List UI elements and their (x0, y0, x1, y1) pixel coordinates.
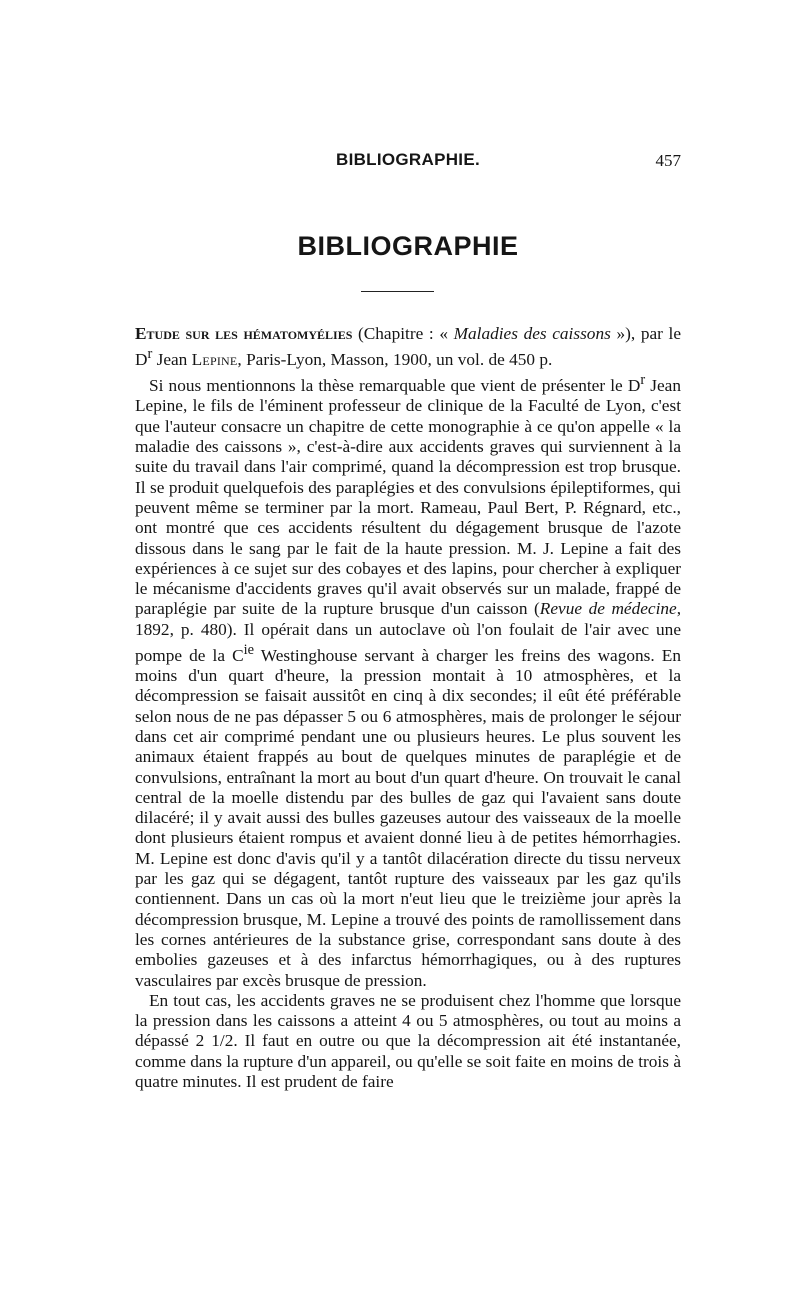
running-head (135, 150, 681, 174)
paragraph-1 (135, 370, 681, 990)
body-text (135, 324, 681, 1092)
running-head-title: BIBLIOGRAPHIE. (336, 150, 480, 169)
entry-author-first: Jean (152, 350, 192, 370)
journal-title: Revue de médecine (539, 599, 677, 619)
paragraph-1-part-3: , 1892, p. 480). Il opérait dans un autoclave où l'on foulait de l'air avec une pompe de la C (135, 599, 682, 665)
entry-chapter-open: (Chapitre : « (352, 324, 454, 343)
entry-title: Etude sur les hématomyélies (135, 324, 353, 343)
paragraph-1-sup-2: ie (243, 641, 255, 658)
paragraph-1-sup-1: r (640, 372, 646, 389)
title-divider (361, 291, 434, 292)
paragraph-1-part-1: Si nous mentionnons la thèse remarquable que vient de présenter le D (149, 376, 641, 396)
paragraph-2: En tout cas, les accidents graves ne se produisent chez l'homme que lorsque la pression dans les caissons a atteint 4 ou 5 atmosphères, ou tout au moins a dépassé 2 1/2. Il faut en outre ou que la décompression ait été instantanée, comme dans la rupture d'un appareil, ou qu'elle se soit faite en moins de trois à quatre minutes. Il est prudent de faire (135, 990, 681, 1091)
paragraph-1-part-2: Jean Lepine, le fils de l'éminent professeur de clinique de la Faculté de Lyon, c'est que l'auteur consacre un chapitre de cette monographie à ce qu'on appelle « la maladie des caissons », c'est-à-dire aux accidents graves qui surviennent à la suite du travail dans l'air comprimé, quand la décompression est trop brusque. Il se produit quelquefois des paraplégies et des convulsions épileptiformes, qui peuvent même se terminer par la mort. Rameau, Paul Bert, P. Régnard, etc., ont montré que ces accidents résultent du dégagement brusque de l'azote dissous dans le sang par le fait de la haute pression. M. J. Lepine a fait des expériences à ce sujet sur des cobayes et des lapins, pour chercher à expliquer le mécanisme d'accidents graves qu'il avait observés sur un malade, frappé de paraplégie par suite de la rupture brusque d'un caisson ( (135, 376, 681, 619)
bibliographic-entry (135, 324, 681, 370)
entry-chapter-close: »), par le D (135, 324, 681, 370)
entry-author-last: Lepine (191, 350, 238, 370)
paragraph-1-part-4: Westinghouse servant à charger les freins des wagons. En moins d'un quart d'heure, la pression montait à 10 atmosphères, et la décompression se faisait aussitôt en cinq à dix secondes; il eût été préférable selon nous de ne pas dépasser 5 ou 6 atmosphères, mais de prolonger le séjour dans cet air comprimé pendant une ou plusieurs heures. Le plus souvent les animaux étaient frappés au bout de quelques minutes de paraplégie et de convulsions, entraînant la mort au bout d'un quart d'heure. On trouvait le canal central de la moelle distendu par des bulles de gaz qui l'avaient sans doute dilacéré; il y avait aussi des bulles gazeuses autour des vaisseaux de la moelle dont plusieurs étaient rompus et avaient donné lieu à de petites hémorrhagies. M. Lepine est donc d'avis qu'il y a tantôt dilacération directe du tissu nerveux par les gaz qui se dégagent, tantôt rupture des vaisseaux par les gaz qu'ils contiennent. Dans un cas où la mort n'eut lieu que le treizième jour après la décompression brusque, M. Lepine a trouvé des points de ramollissement dans les cornes antérieures de la substance grise, correspondant sans doute à des embolies gazeuses et à des infarctus hémorrhagiques, ou à des ruptures vasculaires par excès brusque de pression. (135, 645, 681, 990)
entry-doctor-sup: r (147, 346, 153, 363)
page-number: 457 (655, 151, 681, 170)
section-title: BIBLIOGRAPHIE (297, 231, 519, 261)
entry-publication: , Paris-Lyon, Masson, 1900, un vol. de 450 p. (237, 350, 553, 370)
entry-chapter-title: Maladies des caissons (453, 324, 611, 343)
